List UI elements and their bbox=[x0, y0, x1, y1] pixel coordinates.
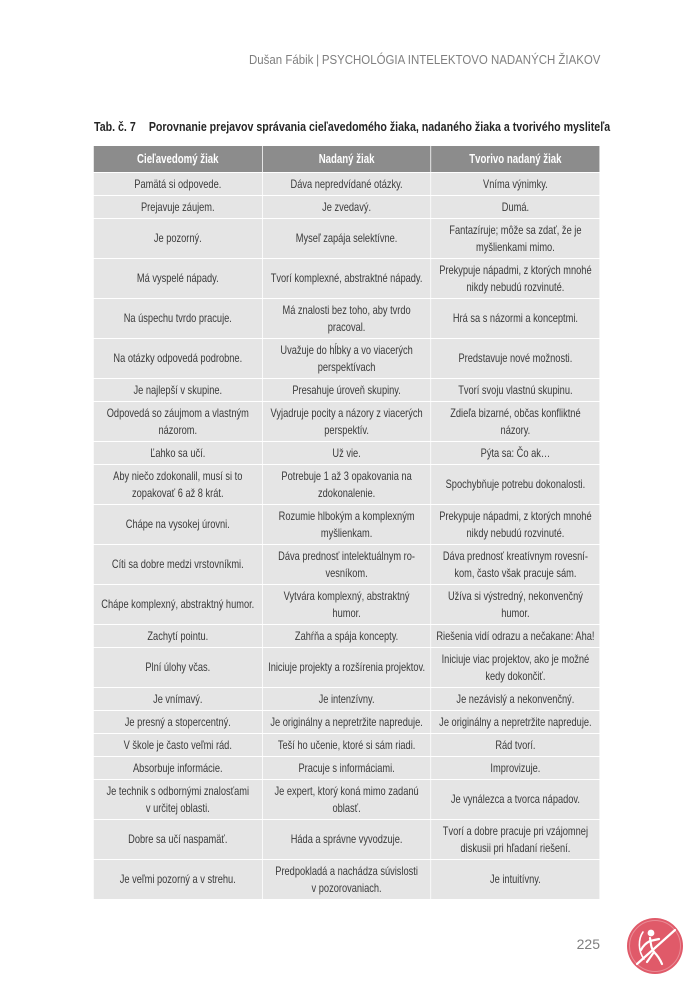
table-row bbox=[94, 339, 600, 378]
table-row bbox=[94, 259, 600, 298]
goal-oriented-student-cell: Prejavuje záujem. bbox=[94, 196, 262, 218]
creative-student-cell: Rád tvorí. bbox=[431, 734, 599, 756]
gifted-student-cell: Už vie. bbox=[263, 442, 431, 464]
goal-oriented-student-cell: Absorbuje informácie. bbox=[94, 757, 262, 779]
creative-student-cell: Prekypuje nápadmi, z ktorých mnohé nikdy nebudú rozvinuté. bbox=[431, 505, 599, 544]
creative-student-cell: Iniciuje viac projektov, ako je možné kedy dokončiť. bbox=[431, 648, 599, 687]
gifted-student-cell: Je originálny a nepretržite napreduje. bbox=[263, 711, 431, 733]
goal-oriented-student-cell: Ľahko sa učí. bbox=[94, 442, 262, 464]
comparison-table bbox=[93, 145, 600, 900]
table-row bbox=[94, 757, 600, 779]
gifted-student-cell: Dáva nepredvídané otázky. bbox=[263, 173, 431, 195]
creative-student-cell: Je nezávislý a nekonvenčný. bbox=[431, 688, 599, 710]
gifted-student-cell: Teší ho učenie, ktoré si sám riadi. bbox=[263, 734, 431, 756]
gifted-student-cell: Zahŕňa a spája koncepty. bbox=[263, 625, 431, 647]
goal-oriented-student-cell: Cíti sa dobre medzi vrstovníkmi. bbox=[94, 545, 262, 584]
table-row bbox=[94, 299, 600, 338]
table-row bbox=[94, 379, 600, 401]
table-row bbox=[94, 711, 600, 733]
goal-oriented-student-cell: Je pozorný. bbox=[94, 219, 262, 258]
book-title: PSYCHOLÓGIA INTELEKTOVO NADANÝCH ŽIAKOV bbox=[321, 53, 600, 67]
gifted-student-cell: Vytvára komplexný, abstraktný humor. bbox=[263, 585, 431, 624]
goal-oriented-student-cell: Aby niečo zdokonalil, musí si to zopakovať 6 až 8 krát. bbox=[94, 465, 262, 504]
creative-student-cell: Dumá. bbox=[431, 196, 599, 218]
goal-oriented-student-cell: V škole je často veľmi rád. bbox=[94, 734, 262, 756]
gifted-student-cell: Uvažuje do hĺbky a vo viacerých perspektívach bbox=[263, 339, 431, 378]
creative-student-cell: Užíva si výstredný, nekonvenčný humor. bbox=[431, 585, 599, 624]
athlete-emblem-icon bbox=[626, 917, 684, 975]
table-row bbox=[94, 585, 600, 624]
creative-student-cell: Dáva prednosť kreatívnym rovesní- kom, často však pracuje sám. bbox=[431, 545, 599, 584]
gifted-student-cell: Je intenzívny. bbox=[263, 688, 431, 710]
table-row bbox=[94, 648, 600, 687]
table-title: Porovnanie prejavov správania cieľavedomého žiaka, nadaného žiaka a tvorivého mysliteľa bbox=[148, 119, 611, 134]
goal-oriented-student-cell: Je najlepší v skupine. bbox=[94, 379, 262, 401]
goal-oriented-student-cell: Na úspechu tvrdo pracuje. bbox=[94, 299, 262, 338]
creative-student-cell: Prekypuje nápadmi, z ktorých mnohé nikdy nebudú rozvinuté. bbox=[431, 259, 599, 298]
table-row bbox=[94, 402, 600, 441]
table-row bbox=[94, 688, 600, 710]
creative-student-cell: Je vynálezca a tvorca nápadov. bbox=[431, 780, 599, 819]
gifted-student-cell: Je expert, ktorý koná mimo zadanú oblasť. bbox=[263, 780, 431, 819]
table-body bbox=[94, 173, 600, 899]
gifted-student-cell: Vyjadruje pocity a názory z viacerých perspektív. bbox=[263, 402, 431, 441]
creative-student-cell: Vníma výnimky. bbox=[431, 173, 599, 195]
gifted-student-cell: Predpokladá a nachádza súvislosti v pozorovaniach. bbox=[263, 860, 431, 899]
table-row bbox=[94, 820, 600, 859]
goal-oriented-student-cell: Zachytí pointu. bbox=[94, 625, 262, 647]
gifted-student-cell: Dáva prednosť intelektuálnym ro- vesníkom. bbox=[263, 545, 431, 584]
page-number: 225 bbox=[576, 936, 600, 952]
table-row bbox=[94, 734, 600, 756]
table-row bbox=[94, 442, 600, 464]
gifted-student-cell: Myseľ zapája selektívne. bbox=[263, 219, 431, 258]
creative-student-cell: Pýta sa: Čo ak… bbox=[431, 442, 599, 464]
creative-student-cell: Improvizuje. bbox=[431, 757, 599, 779]
table-header-row bbox=[94, 146, 600, 172]
column-header-gifted: Nadaný žiak bbox=[263, 146, 431, 172]
goal-oriented-student-cell: Plní úlohy včas. bbox=[94, 648, 262, 687]
table-row bbox=[94, 780, 600, 819]
gifted-student-cell: Tvorí komplexné, abstraktné nápady. bbox=[263, 259, 431, 298]
table-head bbox=[94, 146, 600, 172]
goal-oriented-student-cell: Pamätá si odpovede. bbox=[94, 173, 262, 195]
table-row bbox=[94, 545, 600, 584]
gifted-student-cell: Rozumie hlbokým a komplexným myšlienkam. bbox=[263, 505, 431, 544]
table-row bbox=[94, 860, 600, 899]
gifted-student-cell: Pracuje s informáciami. bbox=[263, 757, 431, 779]
goal-oriented-student-cell: Je presný a stopercentný. bbox=[94, 711, 262, 733]
table-row bbox=[94, 173, 600, 195]
creative-student-cell: Spochybňuje potrebu dokonalosti. bbox=[431, 465, 599, 504]
table-caption-text bbox=[94, 118, 610, 136]
table-row bbox=[94, 196, 600, 218]
table-row bbox=[94, 465, 600, 504]
creative-student-cell: Tvorí a dobre pracuje pri vzájomnej diskusii pri hľadaní riešení. bbox=[431, 820, 599, 859]
gifted-student-cell: Iniciuje projekty a rozšírenia projektov. bbox=[263, 648, 431, 687]
creative-student-cell: Zdieľa bizarné, občas konfliktné názory. bbox=[431, 402, 599, 441]
gifted-student-cell: Má znalosti bez toho, aby tvrdo pracoval. bbox=[263, 299, 431, 338]
goal-oriented-student-cell: Dobre sa učí naspamäť. bbox=[94, 820, 262, 859]
creative-student-cell: Hrá sa s názormi a konceptmi. bbox=[431, 299, 599, 338]
creative-student-cell: Riešenia vidí odrazu a nečakane: Aha! bbox=[431, 625, 599, 647]
author-name: Dušan Fábik bbox=[248, 53, 313, 67]
comparison-table-wrapper bbox=[93, 145, 601, 900]
goal-oriented-student-cell: Na otázky odpovedá podrobne. bbox=[94, 339, 262, 378]
gifted-student-cell: Je zvedavý. bbox=[263, 196, 431, 218]
gifted-student-cell: Presahuje úroveň skupiny. bbox=[263, 379, 431, 401]
goal-oriented-student-cell: Chápe na vysokej úrovni. bbox=[94, 505, 262, 544]
gifted-student-cell: Háda a správne vyvodzuje. bbox=[263, 820, 431, 859]
running-header bbox=[217, 52, 600, 68]
column-header-creative: Tvorivo nadaný žiak bbox=[431, 146, 599, 172]
goal-oriented-student-cell: Má vyspelé nápady. bbox=[94, 259, 262, 298]
running-header-text bbox=[249, 52, 600, 68]
creative-student-cell: Je intuitívny. bbox=[431, 860, 599, 899]
table-row bbox=[94, 625, 600, 647]
creative-student-cell: Fantazíruje; môže sa zdať, že je myšlienkami mimo. bbox=[431, 219, 599, 258]
goal-oriented-student-cell: Je technik s odbornými znalosťami v určitej oblasti. bbox=[94, 780, 262, 819]
creative-student-cell: Tvorí svoju vlastnú skupinu. bbox=[431, 379, 599, 401]
creative-student-cell: Je originálny a nepretržite napreduje. bbox=[431, 711, 599, 733]
table-row bbox=[94, 505, 600, 544]
column-header-goal-oriented: Cieľavedomý žiak bbox=[94, 146, 262, 172]
goal-oriented-student-cell: Chápe komplexný, abstraktný humor. bbox=[94, 585, 262, 624]
header-separator: | bbox=[315, 53, 319, 67]
table-label: Tab. č. 7 bbox=[94, 119, 136, 134]
creative-student-cell: Predstavuje nové možnosti. bbox=[431, 339, 599, 378]
goal-oriented-student-cell: Je vnímavý. bbox=[94, 688, 262, 710]
table-caption bbox=[94, 118, 654, 136]
goal-oriented-student-cell: Odpovedá so záujmom a vlastným názorom. bbox=[94, 402, 262, 441]
table-row bbox=[94, 219, 600, 258]
goal-oriented-student-cell: Je veľmi pozorný a v strehu. bbox=[94, 860, 262, 899]
gifted-student-cell: Potrebuje 1 až 3 opakovania na zdokonalenie. bbox=[263, 465, 431, 504]
